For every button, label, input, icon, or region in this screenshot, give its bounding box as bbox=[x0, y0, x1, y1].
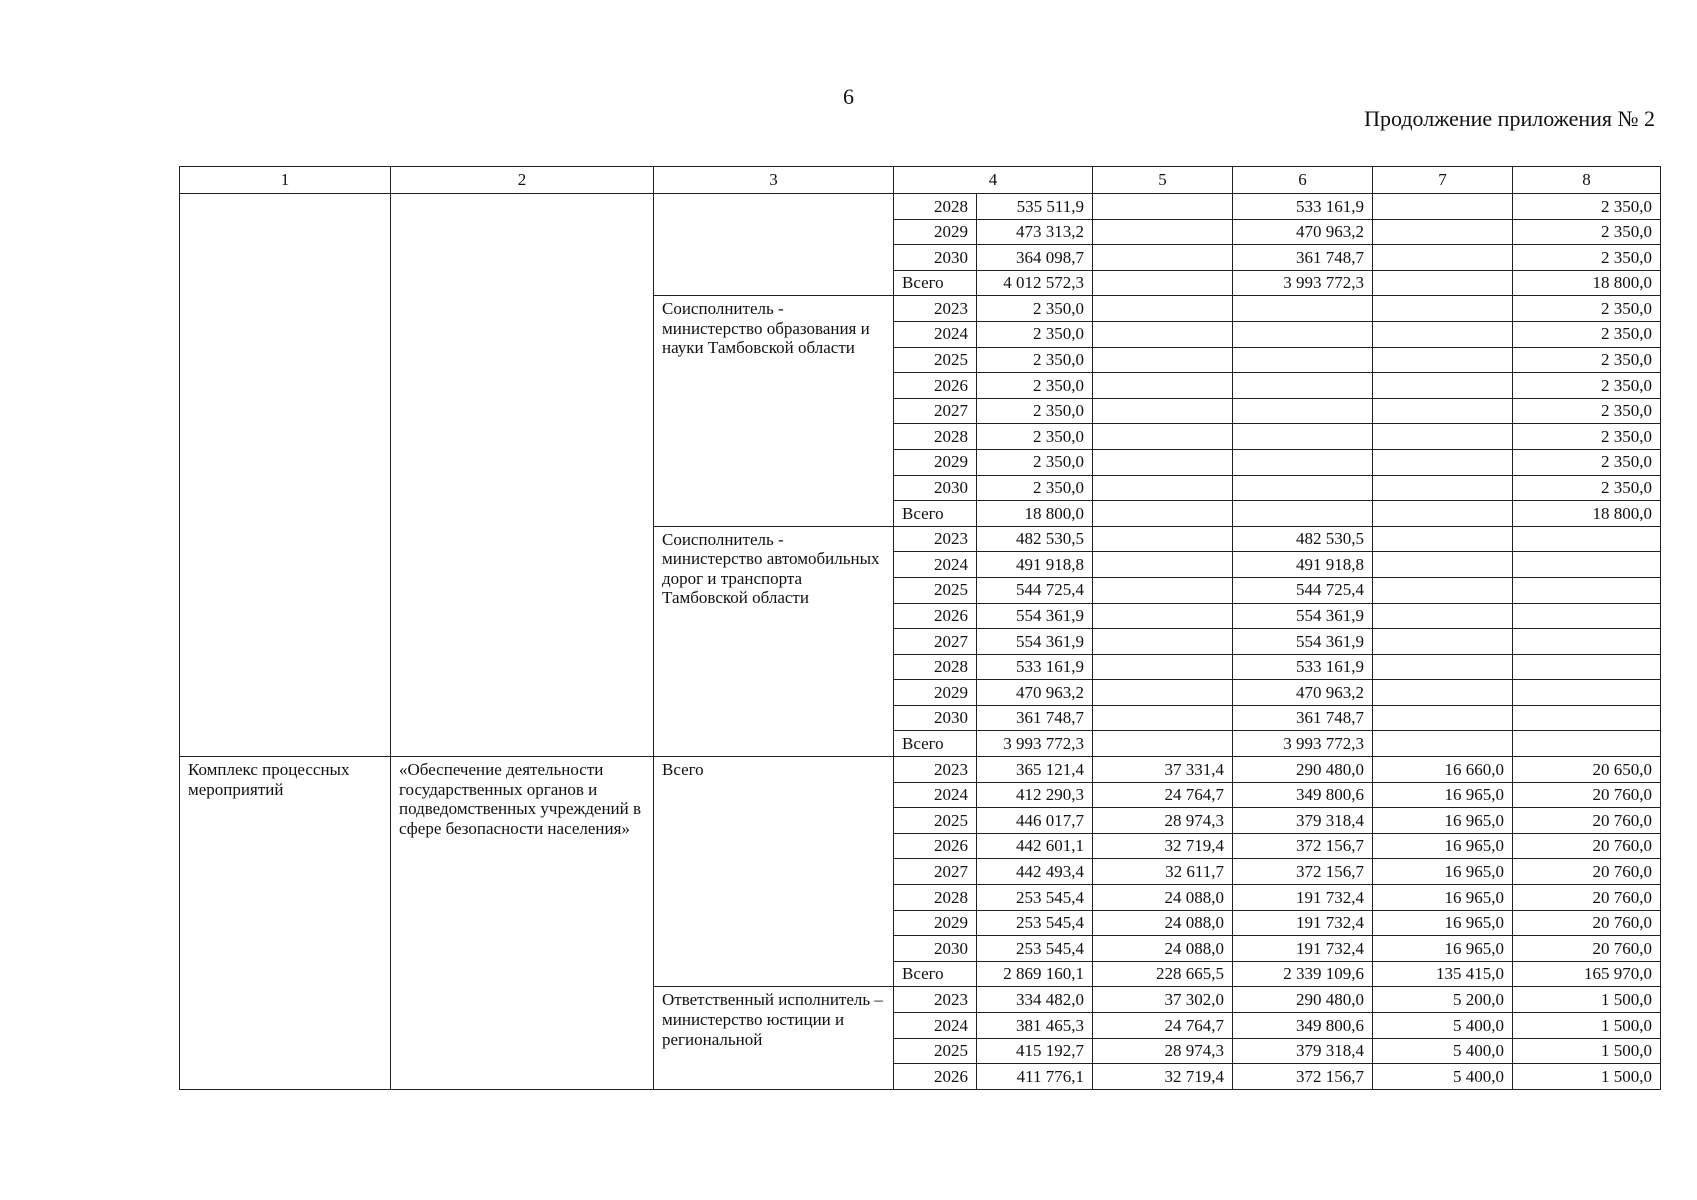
total-cell: 2 350,0 bbox=[977, 449, 1093, 475]
local-cell bbox=[1373, 194, 1513, 220]
regional-cell: 379 318,4 bbox=[1233, 1038, 1373, 1064]
other-cell bbox=[1513, 680, 1661, 706]
total-cell: 535 511,9 bbox=[977, 194, 1093, 220]
regional-cell bbox=[1233, 398, 1373, 424]
local-cell bbox=[1373, 449, 1513, 475]
appendix-continuation-label: Продолжение приложения № 2 bbox=[1364, 106, 1655, 131]
total-cell: 482 530,5 bbox=[977, 526, 1093, 552]
regional-cell: 482 530,5 bbox=[1233, 526, 1373, 552]
local-cell bbox=[1373, 424, 1513, 450]
other-cell: 18 800,0 bbox=[1513, 501, 1661, 527]
other-cell bbox=[1513, 552, 1661, 578]
regional-cell: 554 361,9 bbox=[1233, 603, 1373, 629]
federal-cell bbox=[1093, 501, 1233, 527]
regional-cell: 372 156,7 bbox=[1233, 859, 1373, 885]
year-cell: 2027 bbox=[894, 398, 977, 424]
other-cell: 1 500,0 bbox=[1513, 1013, 1661, 1039]
col-header-4: 4 bbox=[894, 167, 1093, 194]
total-cell: 415 192,7 bbox=[977, 1038, 1093, 1064]
year-cell: 2030 bbox=[894, 936, 977, 962]
federal-cell: 37 302,0 bbox=[1093, 987, 1233, 1013]
total-cell: 365 121,4 bbox=[977, 757, 1093, 783]
federal-cell bbox=[1093, 526, 1233, 552]
total-cell: 253 545,4 bbox=[977, 936, 1093, 962]
total-cell: 4 012 572,3 bbox=[977, 270, 1093, 296]
year-cell: 2029 bbox=[894, 910, 977, 936]
regional-cell: 3 993 772,3 bbox=[1233, 731, 1373, 757]
local-cell bbox=[1373, 321, 1513, 347]
local-cell: 135 415,0 bbox=[1373, 961, 1513, 987]
year-cell: 2030 bbox=[894, 245, 977, 271]
federal-cell bbox=[1093, 321, 1233, 347]
event-name-cell bbox=[391, 194, 654, 757]
other-cell: 2 350,0 bbox=[1513, 424, 1661, 450]
regional-cell: 533 161,9 bbox=[1233, 194, 1373, 220]
federal-cell: 32 719,4 bbox=[1093, 1064, 1233, 1090]
federal-cell: 32 611,7 bbox=[1093, 859, 1233, 885]
federal-cell bbox=[1093, 552, 1233, 578]
year-cell: 2030 bbox=[894, 475, 977, 501]
local-cell: 16 965,0 bbox=[1373, 859, 1513, 885]
other-cell bbox=[1513, 577, 1661, 603]
regional-cell bbox=[1233, 373, 1373, 399]
total-cell: 18 800,0 bbox=[977, 501, 1093, 527]
federal-cell bbox=[1093, 705, 1233, 731]
regional-cell: 533 161,9 bbox=[1233, 654, 1373, 680]
total-cell: 533 161,9 bbox=[977, 654, 1093, 680]
total-cell: 446 017,7 bbox=[977, 808, 1093, 834]
other-cell: 2 350,0 bbox=[1513, 245, 1661, 271]
year-cell: Всего bbox=[894, 961, 977, 987]
federal-cell bbox=[1093, 296, 1233, 322]
regional-cell: 349 800,6 bbox=[1233, 782, 1373, 808]
total-cell: 491 918,8 bbox=[977, 552, 1093, 578]
year-cell: 2028 bbox=[894, 424, 977, 450]
other-cell bbox=[1513, 603, 1661, 629]
executor-cell bbox=[654, 194, 894, 296]
table-row bbox=[180, 757, 1661, 783]
regional-cell: 470 963,2 bbox=[1233, 680, 1373, 706]
regional-cell: 2 339 109,6 bbox=[1233, 961, 1373, 987]
regional-cell bbox=[1233, 321, 1373, 347]
year-cell: 2028 bbox=[894, 194, 977, 220]
col-header-8: 8 bbox=[1513, 167, 1661, 194]
executor-cell: Соисполнитель - министерство образования и науки Тамбовской области bbox=[654, 296, 894, 526]
col-header-7: 7 bbox=[1373, 167, 1513, 194]
table-row bbox=[180, 194, 1661, 220]
regional-cell: 379 318,4 bbox=[1233, 808, 1373, 834]
federal-cell bbox=[1093, 577, 1233, 603]
other-cell: 2 350,0 bbox=[1513, 194, 1661, 220]
federal-cell bbox=[1093, 398, 1233, 424]
total-cell: 412 290,3 bbox=[977, 782, 1093, 808]
local-cell: 5 400,0 bbox=[1373, 1064, 1513, 1090]
other-cell: 20 760,0 bbox=[1513, 859, 1661, 885]
regional-cell: 3 993 772,3 bbox=[1233, 270, 1373, 296]
header-row bbox=[180, 167, 1661, 194]
local-cell bbox=[1373, 526, 1513, 552]
local-cell bbox=[1373, 245, 1513, 271]
other-cell: 2 350,0 bbox=[1513, 219, 1661, 245]
year-cell: 2026 bbox=[894, 1064, 977, 1090]
regional-cell: 361 748,7 bbox=[1233, 245, 1373, 271]
local-cell bbox=[1373, 475, 1513, 501]
year-cell: 2023 bbox=[894, 987, 977, 1013]
federal-cell bbox=[1093, 424, 1233, 450]
local-cell: 5 200,0 bbox=[1373, 987, 1513, 1013]
col-header-5: 5 bbox=[1093, 167, 1233, 194]
event-name-cell: «Обеспечение деятельности государственных органов и подведомственных учреждений в сфере безопасности населения» bbox=[391, 757, 654, 1090]
year-cell: 2028 bbox=[894, 654, 977, 680]
total-cell: 2 350,0 bbox=[977, 373, 1093, 399]
federal-cell bbox=[1093, 194, 1233, 220]
federal-cell bbox=[1093, 654, 1233, 680]
total-cell: 473 313,2 bbox=[977, 219, 1093, 245]
year-cell: 2024 bbox=[894, 782, 977, 808]
federal-cell bbox=[1093, 347, 1233, 373]
federal-cell: 32 719,4 bbox=[1093, 833, 1233, 859]
local-cell bbox=[1373, 731, 1513, 757]
other-cell bbox=[1513, 654, 1661, 680]
federal-cell bbox=[1093, 603, 1233, 629]
total-cell: 2 350,0 bbox=[977, 296, 1093, 322]
year-cell: 2027 bbox=[894, 629, 977, 655]
federal-cell bbox=[1093, 373, 1233, 399]
year-cell: Всего bbox=[894, 270, 977, 296]
year-cell: 2025 bbox=[894, 808, 977, 834]
other-cell: 20 760,0 bbox=[1513, 833, 1661, 859]
other-cell: 20 760,0 bbox=[1513, 910, 1661, 936]
federal-cell: 28 974,3 bbox=[1093, 1038, 1233, 1064]
total-cell: 3 993 772,3 bbox=[977, 731, 1093, 757]
federal-cell bbox=[1093, 245, 1233, 271]
col-header-3: 3 bbox=[654, 167, 894, 194]
other-cell: 2 350,0 bbox=[1513, 296, 1661, 322]
event-type-cell: Комплекс процессных мероприятий bbox=[180, 757, 391, 1090]
federal-cell bbox=[1093, 680, 1233, 706]
other-cell: 20 760,0 bbox=[1513, 885, 1661, 911]
other-cell: 2 350,0 bbox=[1513, 449, 1661, 475]
total-cell: 2 350,0 bbox=[977, 347, 1093, 373]
other-cell: 1 500,0 bbox=[1513, 1064, 1661, 1090]
budget-table bbox=[179, 166, 1661, 1090]
year-cell: 2029 bbox=[894, 219, 977, 245]
federal-cell bbox=[1093, 731, 1233, 757]
other-cell: 165 970,0 bbox=[1513, 961, 1661, 987]
local-cell bbox=[1373, 398, 1513, 424]
year-cell: 2026 bbox=[894, 833, 977, 859]
year-cell: 2030 bbox=[894, 705, 977, 731]
other-cell: 18 800,0 bbox=[1513, 270, 1661, 296]
executor-cell: Соисполнитель - министерство автомобильных дорог и транспорта Тамбовской области bbox=[654, 526, 894, 756]
other-cell: 1 500,0 bbox=[1513, 987, 1661, 1013]
total-cell: 442 601,1 bbox=[977, 833, 1093, 859]
year-cell: 2026 bbox=[894, 373, 977, 399]
total-cell: 381 465,3 bbox=[977, 1013, 1093, 1039]
regional-cell bbox=[1233, 347, 1373, 373]
total-cell: 334 482,0 bbox=[977, 987, 1093, 1013]
other-cell: 2 350,0 bbox=[1513, 347, 1661, 373]
federal-cell bbox=[1093, 629, 1233, 655]
col-header-6: 6 bbox=[1233, 167, 1373, 194]
local-cell: 16 965,0 bbox=[1373, 833, 1513, 859]
year-cell: 2029 bbox=[894, 449, 977, 475]
year-cell: 2023 bbox=[894, 526, 977, 552]
other-cell bbox=[1513, 705, 1661, 731]
local-cell bbox=[1373, 296, 1513, 322]
other-cell: 20 650,0 bbox=[1513, 757, 1661, 783]
regional-cell: 191 732,4 bbox=[1233, 936, 1373, 962]
regional-cell: 290 480,0 bbox=[1233, 757, 1373, 783]
year-cell: Всего bbox=[894, 501, 977, 527]
total-cell: 2 350,0 bbox=[977, 398, 1093, 424]
local-cell bbox=[1373, 577, 1513, 603]
total-cell: 2 350,0 bbox=[977, 321, 1093, 347]
total-cell: 364 098,7 bbox=[977, 245, 1093, 271]
local-cell: 16 965,0 bbox=[1373, 910, 1513, 936]
regional-cell bbox=[1233, 501, 1373, 527]
executor-cell: Всего bbox=[654, 757, 894, 987]
total-cell: 253 545,4 bbox=[977, 885, 1093, 911]
total-cell: 2 869 160,1 bbox=[977, 961, 1093, 987]
regional-cell: 491 918,8 bbox=[1233, 552, 1373, 578]
year-cell: 2025 bbox=[894, 577, 977, 603]
federal-cell: 24 764,7 bbox=[1093, 782, 1233, 808]
federal-cell bbox=[1093, 475, 1233, 501]
total-cell: 554 361,9 bbox=[977, 629, 1093, 655]
col-header-1: 1 bbox=[180, 167, 391, 194]
year-cell: 2024 bbox=[894, 321, 977, 347]
federal-cell: 24 088,0 bbox=[1093, 936, 1233, 962]
regional-cell bbox=[1233, 475, 1373, 501]
executor-cell: Ответственный исполнитель – министерство юстиции и региональной bbox=[654, 987, 894, 1089]
year-cell: 2029 bbox=[894, 680, 977, 706]
federal-cell: 24 088,0 bbox=[1093, 910, 1233, 936]
other-cell: 2 350,0 bbox=[1513, 373, 1661, 399]
other-cell: 2 350,0 bbox=[1513, 475, 1661, 501]
other-cell: 20 760,0 bbox=[1513, 808, 1661, 834]
year-cell: 2023 bbox=[894, 757, 977, 783]
other-cell: 2 350,0 bbox=[1513, 321, 1661, 347]
local-cell bbox=[1373, 603, 1513, 629]
total-cell: 411 776,1 bbox=[977, 1064, 1093, 1090]
regional-cell: 349 800,6 bbox=[1233, 1013, 1373, 1039]
total-cell: 544 725,4 bbox=[977, 577, 1093, 603]
year-cell: 2026 bbox=[894, 603, 977, 629]
local-cell: 16 965,0 bbox=[1373, 782, 1513, 808]
page-number: 6 bbox=[843, 84, 854, 109]
local-cell bbox=[1373, 373, 1513, 399]
federal-cell: 28 974,3 bbox=[1093, 808, 1233, 834]
total-cell: 2 350,0 bbox=[977, 475, 1093, 501]
federal-cell bbox=[1093, 219, 1233, 245]
total-cell: 2 350,0 bbox=[977, 424, 1093, 450]
local-cell bbox=[1373, 654, 1513, 680]
other-cell: 20 760,0 bbox=[1513, 936, 1661, 962]
year-cell: 2025 bbox=[894, 1038, 977, 1064]
federal-cell bbox=[1093, 270, 1233, 296]
regional-cell bbox=[1233, 296, 1373, 322]
other-cell bbox=[1513, 731, 1661, 757]
total-cell: 470 963,2 bbox=[977, 680, 1093, 706]
regional-cell bbox=[1233, 424, 1373, 450]
local-cell bbox=[1373, 270, 1513, 296]
local-cell bbox=[1373, 552, 1513, 578]
regional-cell bbox=[1233, 449, 1373, 475]
total-cell: 361 748,7 bbox=[977, 705, 1093, 731]
year-cell: 2024 bbox=[894, 1013, 977, 1039]
year-cell: 2027 bbox=[894, 859, 977, 885]
regional-cell: 361 748,7 bbox=[1233, 705, 1373, 731]
other-cell bbox=[1513, 629, 1661, 655]
other-cell: 1 500,0 bbox=[1513, 1038, 1661, 1064]
total-cell: 253 545,4 bbox=[977, 910, 1093, 936]
regional-cell: 191 732,4 bbox=[1233, 885, 1373, 911]
local-cell: 5 400,0 bbox=[1373, 1038, 1513, 1064]
local-cell: 16 660,0 bbox=[1373, 757, 1513, 783]
local-cell bbox=[1373, 705, 1513, 731]
regional-cell: 470 963,2 bbox=[1233, 219, 1373, 245]
event-type-cell bbox=[180, 194, 391, 757]
federal-cell bbox=[1093, 449, 1233, 475]
local-cell bbox=[1373, 347, 1513, 373]
federal-cell: 37 331,4 bbox=[1093, 757, 1233, 783]
regional-cell: 290 480,0 bbox=[1233, 987, 1373, 1013]
regional-cell: 544 725,4 bbox=[1233, 577, 1373, 603]
col-header-2: 2 bbox=[391, 167, 654, 194]
total-cell: 554 361,9 bbox=[977, 603, 1093, 629]
year-cell: 2025 bbox=[894, 347, 977, 373]
local-cell bbox=[1373, 680, 1513, 706]
regional-cell: 554 361,9 bbox=[1233, 629, 1373, 655]
local-cell: 5 400,0 bbox=[1373, 1013, 1513, 1039]
local-cell bbox=[1373, 629, 1513, 655]
local-cell: 16 965,0 bbox=[1373, 936, 1513, 962]
regional-cell: 191 732,4 bbox=[1233, 910, 1373, 936]
year-cell: Всего bbox=[894, 731, 977, 757]
local-cell: 16 965,0 bbox=[1373, 885, 1513, 911]
year-cell: 2028 bbox=[894, 885, 977, 911]
total-cell: 442 493,4 bbox=[977, 859, 1093, 885]
other-cell bbox=[1513, 526, 1661, 552]
regional-cell: 372 156,7 bbox=[1233, 1064, 1373, 1090]
year-cell: 2024 bbox=[894, 552, 977, 578]
federal-cell: 24 764,7 bbox=[1093, 1013, 1233, 1039]
regional-cell: 372 156,7 bbox=[1233, 833, 1373, 859]
local-cell bbox=[1373, 219, 1513, 245]
table-body bbox=[180, 194, 1661, 1090]
federal-cell: 24 088,0 bbox=[1093, 885, 1233, 911]
other-cell: 2 350,0 bbox=[1513, 398, 1661, 424]
federal-cell: 228 665,5 bbox=[1093, 961, 1233, 987]
local-cell bbox=[1373, 501, 1513, 527]
other-cell: 20 760,0 bbox=[1513, 782, 1661, 808]
local-cell: 16 965,0 bbox=[1373, 808, 1513, 834]
year-cell: 2023 bbox=[894, 296, 977, 322]
